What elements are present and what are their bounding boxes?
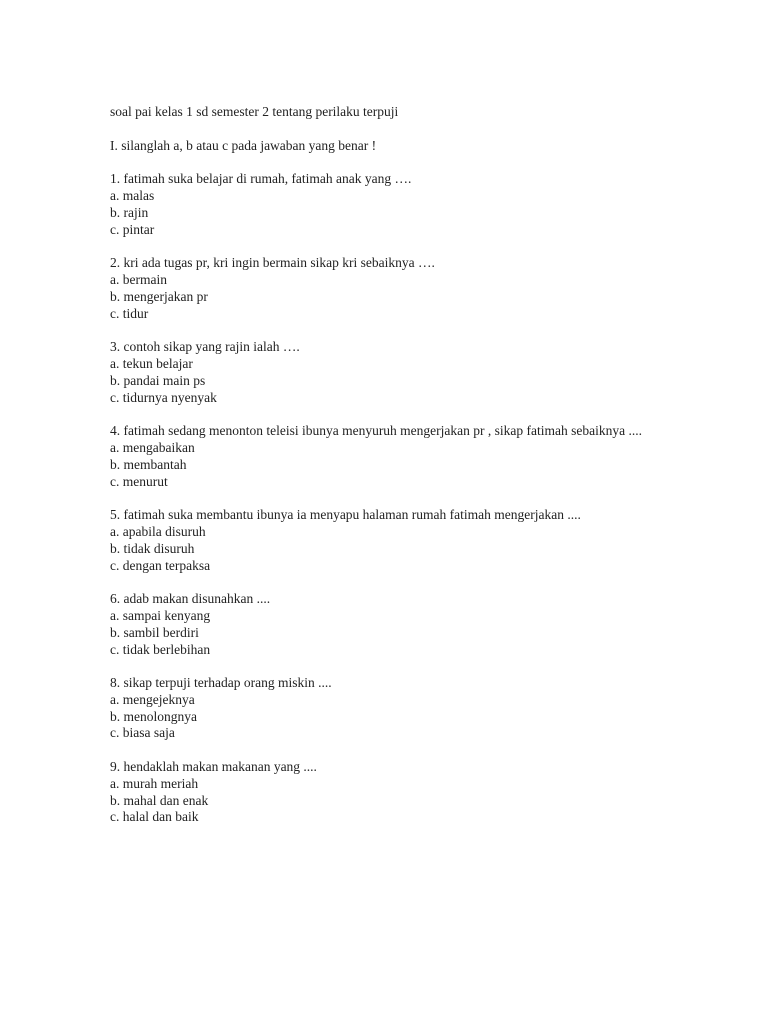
document-title: soal pai kelas 1 sd semester 2 tentang perilaku terpuji (110, 104, 399, 119)
option-b: b. sambil berdiri (110, 624, 199, 640)
question-5 (110, 507, 670, 574)
option-a: a. tekun belajar (110, 355, 193, 371)
document-page (110, 104, 670, 843)
question-3 (110, 339, 670, 406)
question-text: 3. contoh sikap yang rajin ialah …. (110, 339, 300, 355)
question-9 (110, 759, 670, 826)
question-text: 9. hendaklah makan makanan yang .... (110, 759, 317, 775)
question-1 (110, 171, 670, 238)
question-text: 4. fatimah sedang menonton teleisi ibunya menyuruh mengerjakan pr , sikap fatimah sebaiknya .... (110, 423, 642, 439)
option-c: c. tidurnya nyenyak (110, 389, 217, 405)
option-c: c. halal dan baik (110, 809, 199, 825)
option-c: c. tidak berlebihan (110, 641, 211, 657)
option-b: b. rajin (110, 204, 149, 220)
question-text: 1. fatimah suka belajar di rumah, fatimah anak yang …. (110, 171, 412, 187)
question-text: 8. sikap terpuji terhadap orang miskin .... (110, 675, 332, 691)
option-a: a. apabila disuruh (110, 523, 206, 539)
question-4 (110, 423, 670, 490)
instruction-text: I. silanglah a, b atau c pada jawaban yang benar ! (110, 137, 377, 153)
option-a: a. bermain (110, 271, 167, 287)
option-b: b. pandai main ps (110, 372, 206, 388)
question-text: 5. fatimah suka membantu ibunya ia menyapu halaman rumah fatimah mengerjakan .... (110, 507, 581, 523)
option-c: c. pintar (110, 221, 155, 237)
option-a: a. mengabaikan (110, 439, 195, 455)
option-c: c. dengan terpaksa (110, 557, 211, 573)
option-c: c. tidur (110, 305, 149, 321)
question-8 (110, 675, 670, 742)
option-a: a. malas (110, 187, 155, 203)
option-b: b. mengerjakan pr (110, 288, 208, 304)
option-a: a. sampai kenyang (110, 607, 211, 623)
option-b: b. membantah (110, 456, 187, 472)
option-b: b. tidak disuruh (110, 540, 195, 556)
option-c: c. menurut (110, 473, 168, 489)
option-b: b. mahal dan enak (110, 792, 209, 808)
option-c: c. biasa saja (110, 725, 175, 741)
question-text: 2. kri ada tugas pr, kri ingin bermain sikap kri sebaiknya …. (110, 255, 435, 271)
question-6 (110, 591, 670, 658)
option-b: b. menolongnya (110, 708, 197, 724)
question-2 (110, 255, 670, 322)
question-text: 6. adab makan disunahkan .... (110, 591, 271, 607)
option-a: a. mengejeknya (110, 691, 195, 707)
option-a: a. murah meriah (110, 775, 199, 791)
